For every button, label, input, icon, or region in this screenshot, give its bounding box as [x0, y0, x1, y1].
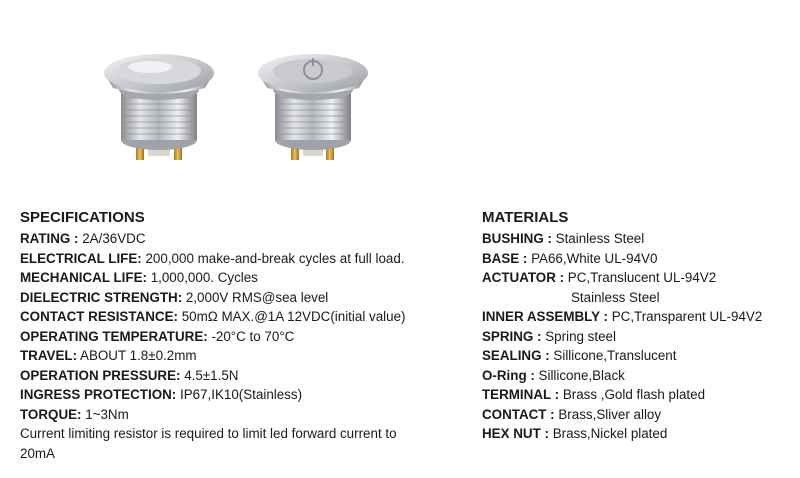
materials-value: PC,Translucent UL-94V2 [564, 270, 717, 285]
materials-section [482, 208, 792, 444]
specifications-value: IP67,IK10(Stainless) [176, 387, 303, 402]
materials-row: Stainless Steel [571, 289, 660, 305]
led-current-note: Current limiting resistor is required to limit led forward current to 20mA [20, 426, 397, 461]
materials-row [482, 229, 792, 249]
materials-list [482, 229, 792, 444]
materials-label: CONTACT : [482, 406, 555, 422]
specifications-row [20, 268, 460, 288]
materials-row [482, 249, 792, 269]
materials-label: TERMINAL : [482, 387, 560, 402]
specifications-label: MECHANICAL LIFE: [20, 270, 147, 285]
push-button-left-image [104, 54, 214, 160]
materials-row [482, 327, 792, 347]
specifications-label: DIELECTRIC STRENGTH: [20, 289, 183, 305]
specifications-label: TRAVEL: [20, 348, 78, 363]
push-button-right-image [258, 54, 368, 160]
materials-label: SEALING : [482, 348, 550, 363]
specifications-row [20, 249, 460, 269]
materials-row [482, 366, 792, 386]
specifications-value: 2,000V RMS@sea level [182, 289, 329, 305]
materials-value: Sillicone,Translucent [549, 348, 677, 363]
specifications-label: CONTACT RESISTANCE: [20, 309, 178, 324]
specifications-row [20, 229, 460, 249]
materials-label: SPRING : [482, 328, 542, 344]
materials-value: Stainless Steel [551, 231, 645, 246]
specifications-row [20, 346, 460, 366]
specifications-label: OPERATING TEMPERATURE: [20, 328, 208, 344]
materials-value: Brass ,Gold flash plated [559, 387, 706, 402]
specifications-list [20, 229, 460, 424]
materials-value: Spring steel [541, 328, 616, 344]
materials-value: Brass,Nickel plated [548, 426, 668, 441]
materials-value: Sillicone,Black [534, 367, 625, 383]
specifications-label: OPERATION PRESSURE: [20, 367, 181, 383]
specifications-row [20, 288, 460, 308]
specifications-value: 50mΩ MAX.@1A 12VDC(initial value) [177, 309, 406, 324]
specifications-label: RATING : [20, 231, 79, 246]
materials-row [482, 307, 792, 327]
materials-row [482, 346, 792, 366]
materials-label: ACTUATOR : [482, 270, 565, 285]
materials-label: O-Ring : [482, 367, 535, 383]
materials-row [482, 424, 792, 444]
specifications-section [20, 208, 460, 463]
specifications-heading: SPECIFICATIONS [20, 209, 145, 226]
specifications-value: 2A/36VDC [78, 231, 146, 246]
specifications-row [20, 327, 460, 347]
specifications-row [20, 385, 460, 405]
specifications-row [20, 405, 460, 425]
materials-heading: MATERIALS [482, 209, 569, 226]
materials-label: BUSHING : [482, 231, 552, 246]
specifications-value: 200,000 make-and-break cycles at full load. [141, 250, 405, 266]
materials-label: INNER ASSEMBLY : [482, 309, 608, 324]
specifications-value: 1~3Nm [81, 406, 129, 422]
materials-label: HEX NUT : [482, 426, 549, 441]
specifications-row [20, 366, 460, 386]
specifications-label: TORQUE: [20, 406, 82, 422]
specifications-row [20, 307, 460, 327]
materials-row [482, 405, 792, 425]
materials-row [482, 268, 792, 288]
product-images [0, 0, 800, 180]
specifications-value: ABOUT 1.8±0.2mm [77, 348, 197, 363]
materials-value: Brass,Sliver alloy [554, 406, 662, 422]
specifications-value: 1,000,000. Cycles [146, 270, 258, 285]
materials-value: PC,Transparent UL-94V2 [608, 309, 763, 324]
specifications-value: -20°C to 70°C [207, 328, 295, 344]
specifications-value: 4.5±1.5N [180, 367, 239, 383]
materials-row [482, 385, 792, 405]
materials-label: BASE : [482, 250, 528, 266]
specifications-label: INGRESS PROTECTION: [20, 387, 177, 402]
specifications-label: ELECTRICAL LIFE: [20, 250, 142, 266]
materials-value: PA66,White UL-94V0 [527, 250, 658, 266]
